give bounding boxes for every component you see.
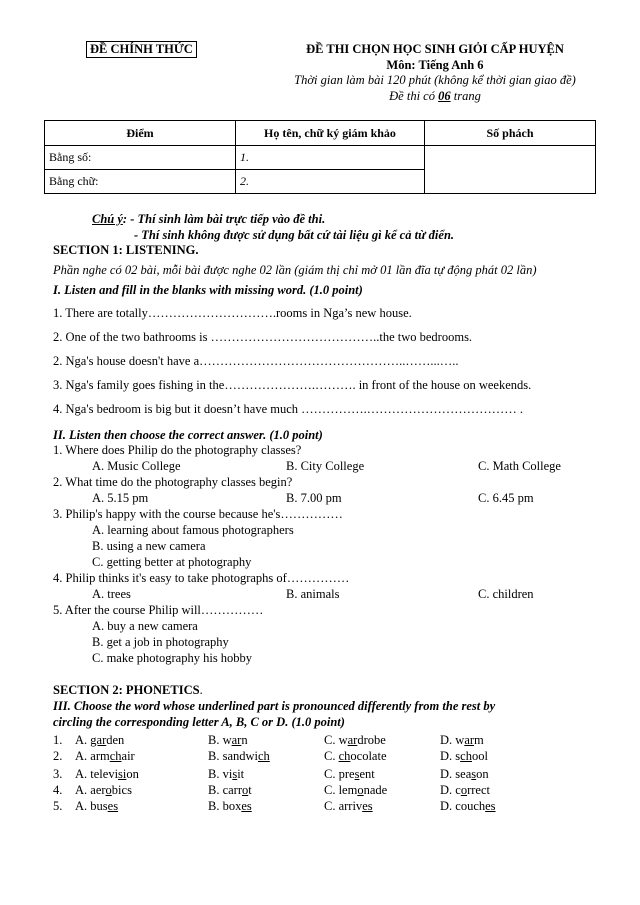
phonetic-option-a: A. garden <box>75 733 125 747</box>
phonetic-option-b: B. carrot <box>208 783 252 797</box>
phonetic-option-c: C. present <box>324 767 375 781</box>
phonetic-option-a: A. armchair <box>75 749 135 763</box>
phonetic-option-d: D. school <box>440 749 488 763</box>
underlined-part: o <box>357 783 364 797</box>
section1-title: SECTION 1: LISTENING. <box>53 243 199 257</box>
q3-text: 3. Philip's happy with the course because he's…………… <box>53 507 343 521</box>
q2-option-c: C. 6.45 pm <box>478 491 534 505</box>
fill-item-3: 2. Nga's house doesn't have a…………………………………………..……...….. <box>53 354 459 368</box>
pages-pre: Đề thi có <box>389 89 439 103</box>
section1-intro: Phần nghe có 02 bài, mỗi bài được nghe 02 lần (giám thị chỉ mở 01 lần đĩa tự động phát 02 lần) <box>53 263 537 277</box>
q4-option-b: B. animals <box>286 587 340 601</box>
underlined-part: es <box>362 799 373 813</box>
underlined-part: o <box>242 783 249 797</box>
phonetic-option-b: B. visit <box>208 767 245 781</box>
fill-item-5: 4. Nga's bedroom is big but it doesn’t have much …………….……………………………… . <box>53 402 524 416</box>
row1-value: 1. <box>236 146 425 170</box>
exam-title: ĐỀ THI CHỌN HỌC SINH GIỎI CẤP HUYỆN <box>306 42 564 56</box>
underlined-part: si <box>118 767 127 781</box>
exam-pages <box>275 89 595 104</box>
col-examiner: Họ tên, chữ ký giám khảo <box>236 121 425 146</box>
phonetic-option-b: B. sandwich <box>208 749 270 763</box>
q1-option-b: B. City College <box>286 459 365 473</box>
phonetic-option-c: C. arrives <box>324 799 373 813</box>
fill-item-4: 3. Nga's family goes fishing in the………………….………. in front of the house on weekends. <box>53 378 532 392</box>
q5-text: 5. After the course Philip will…………… <box>53 603 264 617</box>
underlined-part: o <box>460 783 468 797</box>
phonetic-option-a: A. aerobics <box>75 783 132 797</box>
section2-title-dot: . <box>199 683 203 697</box>
phonetic-option-c: C. wardrobe <box>324 733 386 747</box>
phonetic-option-d: D. season <box>440 767 489 781</box>
underlined-part: ch <box>460 749 472 763</box>
q3-option-a: A. learning about famous photographers <box>92 523 294 537</box>
note-text-1: : - Thí sinh làm bài trực tiếp vào đề thi. <box>122 212 326 226</box>
underlined-part: ch <box>338 749 351 763</box>
underlined-part: ch <box>109 749 122 763</box>
phonetic-option-c: C. chocolate <box>324 749 387 763</box>
underlined-part: es <box>107 799 119 813</box>
phonetic-option-d: D. correct <box>440 783 490 797</box>
phonetic-row-number: 1. <box>53 733 63 747</box>
underlined-part: es <box>241 799 252 813</box>
phonetic-row-number: 2. <box>53 749 63 763</box>
underlined-part: ar <box>231 733 242 747</box>
phonetic-row-number: 3. <box>53 767 63 781</box>
col-score: Điểm <box>45 121 236 146</box>
phonetic-option-b: B. boxes <box>208 799 252 813</box>
q4-option-a: A. trees <box>92 587 131 601</box>
phonetic-option-c: C. lemonade <box>324 783 388 797</box>
fill-item-1: 1. There are totally………………………….rooms in Nga’s new house. <box>53 306 412 320</box>
exam-subject: Môn: Tiếng Anh 6 <box>386 58 484 72</box>
q2-text: 2. What time do the photography classes begin? <box>53 475 293 489</box>
part1-title: I. Listen and fill in the blanks with missing word. (1.0 point) <box>53 283 363 297</box>
note-label: Chú ý <box>92 212 123 226</box>
phonetic-option-a: A. television <box>75 767 139 781</box>
q5-option-c: C. make photography his hobby <box>92 651 253 665</box>
phonetic-option-d: D. warm <box>440 733 484 747</box>
note-text-2: - Thí sinh không được sử dụng bất cứ tài liệu gì kể cả từ điển. <box>134 228 455 242</box>
q2-option-b: B. 7.00 pm <box>286 491 342 505</box>
q4-option-c: C. children <box>478 587 534 601</box>
score-table <box>44 120 596 194</box>
underlined-part: gar <box>90 733 107 747</box>
code-cell <box>425 146 596 194</box>
phonetic-option-d: D. couches <box>440 799 496 813</box>
col-code: Số phách <box>425 121 596 146</box>
q5-option-a: A. buy a new camera <box>92 619 198 633</box>
q1-option-a: A. Music College <box>92 459 181 473</box>
underlined-part: s <box>232 767 238 781</box>
pages-num: 06 <box>438 89 451 103</box>
phonetic-option-b: B. warn <box>208 733 248 747</box>
q5-option-b: B. get a job in photography <box>92 635 229 649</box>
underlined-part: ar <box>464 733 475 747</box>
underlined-part: ar <box>347 733 358 747</box>
phonetic-option-a: A. buses <box>75 799 119 813</box>
row2-label: Bằng chữ: <box>45 170 236 194</box>
underlined-part: s <box>354 767 360 781</box>
q3-option-c: C. getting better at photography <box>92 555 252 569</box>
part2-title: II. Listen then choose the correct answer. (1.0 point) <box>53 428 323 442</box>
q1-text: 1. Where does Philip do the photography classes? <box>53 443 302 457</box>
phonetic-row-number: 4. <box>53 783 63 797</box>
underlined-part: ch <box>258 749 270 763</box>
row2-value: 2. <box>236 170 425 194</box>
underlined-part: s <box>471 767 477 781</box>
underlined-part: o <box>105 783 112 797</box>
section2-title-text: SECTION 2: PHONETICS <box>53 683 200 697</box>
q1-option-c: C. Math College <box>478 459 561 473</box>
phonetic-row-number: 5. <box>53 799 63 813</box>
exam-time: Thời gian làm bài 120 phút (không kể thời gian giao đề) <box>294 73 576 87</box>
part3-title-1: III. Choose the word whose underlined part is pronounced differently from the rest by <box>53 699 496 713</box>
official-stamp: ĐỀ CHÍNH THỨC <box>86 41 197 58</box>
q3-option-b: B. using a new camera <box>92 539 206 553</box>
section2-title <box>53 683 203 698</box>
fill-item-2: 2. One of the two bathrooms is …………………………………..the two bedrooms. <box>53 330 473 344</box>
note-line-1 <box>92 212 325 227</box>
row1-label: Bằng số: <box>45 146 236 170</box>
q2-option-a: A. 5.15 pm <box>92 491 149 505</box>
underlined-part: es <box>485 799 496 813</box>
q4-text: 4. Philip thinks it's easy to take photographs of…………… <box>53 571 350 585</box>
part3-title-2: circling the corresponding letter A, B, C or D. (1.0 point) <box>53 715 345 729</box>
pages-post: trang <box>450 89 481 103</box>
